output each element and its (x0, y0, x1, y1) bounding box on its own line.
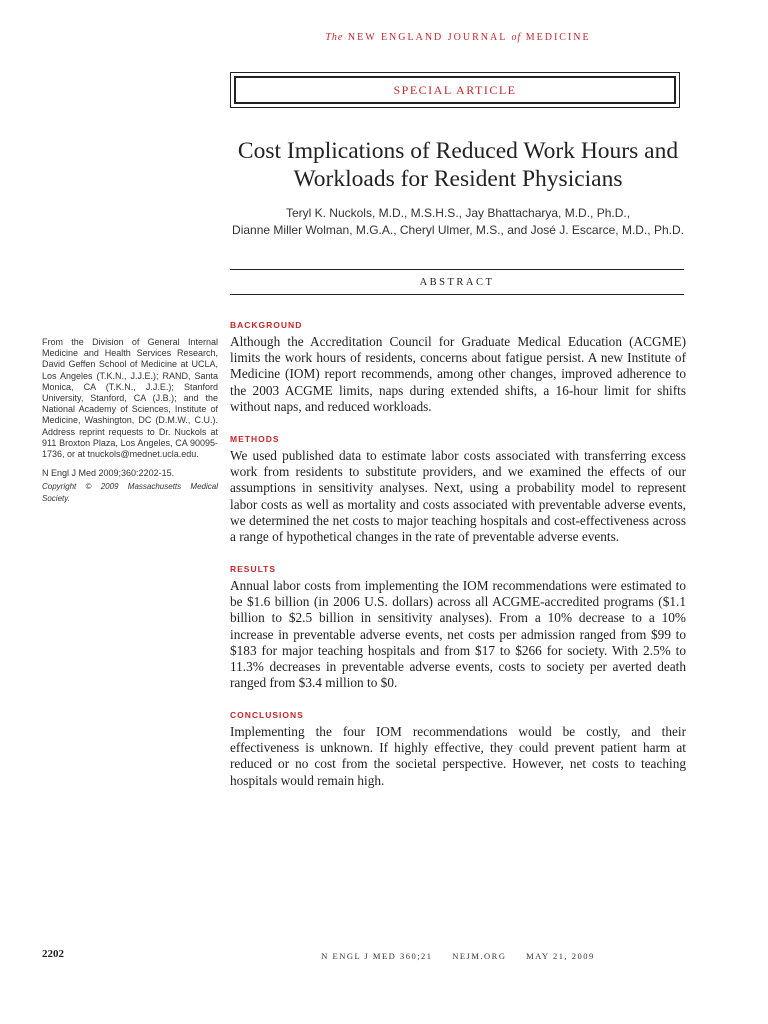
authors-line-1: Teryl K. Nuckols, M.D., M.S.H.S., Jay Bhattacharya, M.D., Ph.D., (285, 206, 631, 220)
abstract-label: ABSTRACT (419, 276, 495, 288)
affiliation-text: From the Division of General Internal Medicine and Health Services Research, David Geffen School of Medicine at UCLA, Los Angeles (T.K.N., J.J.E.); RAND, Santa Monica, CA (T.K.N., J.J.E.); Stanford University, Stanford, CA (J.B.); and the National Academy of Sciences, Institute of Medicine, Washington, DC (D.M.W., C.U.). Address reprint requests to Dr. Nuckols at 911 Broxton Plaza, Los Angeles, CA 90095-1736, or at tnuckols@mednet.ucla.edu. (42, 337, 218, 460)
results-heading: RESULTS (230, 564, 277, 574)
section-results (230, 564, 686, 691)
footer-citation: N ENGL J MED 360;21 (321, 951, 433, 961)
article-title: Cost Implications of Reduced Work Hours and Workloads for Resident Physicians (237, 138, 679, 192)
journal-header (230, 32, 686, 43)
section-background (230, 320, 686, 415)
methods-body: We used published data to estimate labor costs associated with transferring excess work from residents to substitute providers, and we examined the effects of our assumptions in sensitivity analyses. Next, using a probability model to represent labor costs as well as mortality and costs associated with preventable adverse events, we determined the net costs to major teaching hospitals and cost-effectiveness across a range of hypothetical changes in the rate of preventable adverse events. (230, 448, 686, 545)
article-type-label: SPECIAL ARTICLE (393, 82, 517, 97)
methods-heading: METHODS (230, 434, 280, 444)
article-type-box-inner (234, 76, 676, 104)
section-conclusions (230, 710, 686, 789)
author-list (230, 205, 686, 239)
copyright-text: Copyright © 2009 Massachusetts Medical Society. (42, 482, 218, 503)
background-body: Although the Accreditation Council for Graduate Medical Education (ACGME) limits the work hours of residents, concerns about fatigue persist. A new Institute of Medicine (IOM) report recommends, among other changes, improved adherence to the 2003 ACGME limits, naps during extended shifts, a 16-hour limit for shifts without naps, and reduced workloads. (230, 334, 686, 414)
section-methods (230, 434, 686, 545)
page-number: 2202 (42, 948, 64, 960)
conclusions-body: Implementing the four IOM recommendations would be costly, and their effectiveness is unknown. If highly effective, they could prevent patient harm at reduced or no cost from the societal perspective. However, net costs to teaching hospitals would remain high. (230, 724, 686, 788)
page-footer (230, 951, 686, 961)
journal-name-part1: NEW ENGLAND JOURNAL (347, 32, 507, 43)
abstract-header-bar (230, 269, 684, 295)
results-body: Annual labor costs from implementing the IOM recommendations were estimated to be $1.6 billion (in 2006 U.S. dollars) across all ACGME-accredited programs ($1.1 billion to $2.5 billion in sensitivity analyses). From a 10% decrease to a 10% increase in preventable adverse events, net costs per admission ranged from $99 to $183 for major teaching hospitals and from $17 to $266 for society. With 2.5% to 11.3% decreases in preventable adverse events, costs to society per averted death ranged from $3.4 million to $0. (230, 578, 686, 691)
article-type-box (230, 72, 680, 108)
affiliation-sidebar (42, 337, 218, 512)
journal-name-part2: MEDICINE (525, 32, 591, 43)
journal-of: of (511, 32, 522, 43)
footer-site: NEJM.ORG (452, 951, 507, 961)
citation-text: N Engl J Med 2009;360:2202-15. (42, 468, 175, 479)
background-heading: BACKGROUND (230, 320, 303, 330)
journal-prefix: The (325, 32, 344, 43)
footer-date: MAY 21, 2009 (526, 951, 595, 961)
conclusions-heading: CONCLUSIONS (230, 710, 304, 720)
authors-line-2: Dianne Miller Wolman, M.G.A., Cheryl Ulmer, M.S., and José J. Escarce, M.D., Ph.D. (232, 223, 684, 237)
